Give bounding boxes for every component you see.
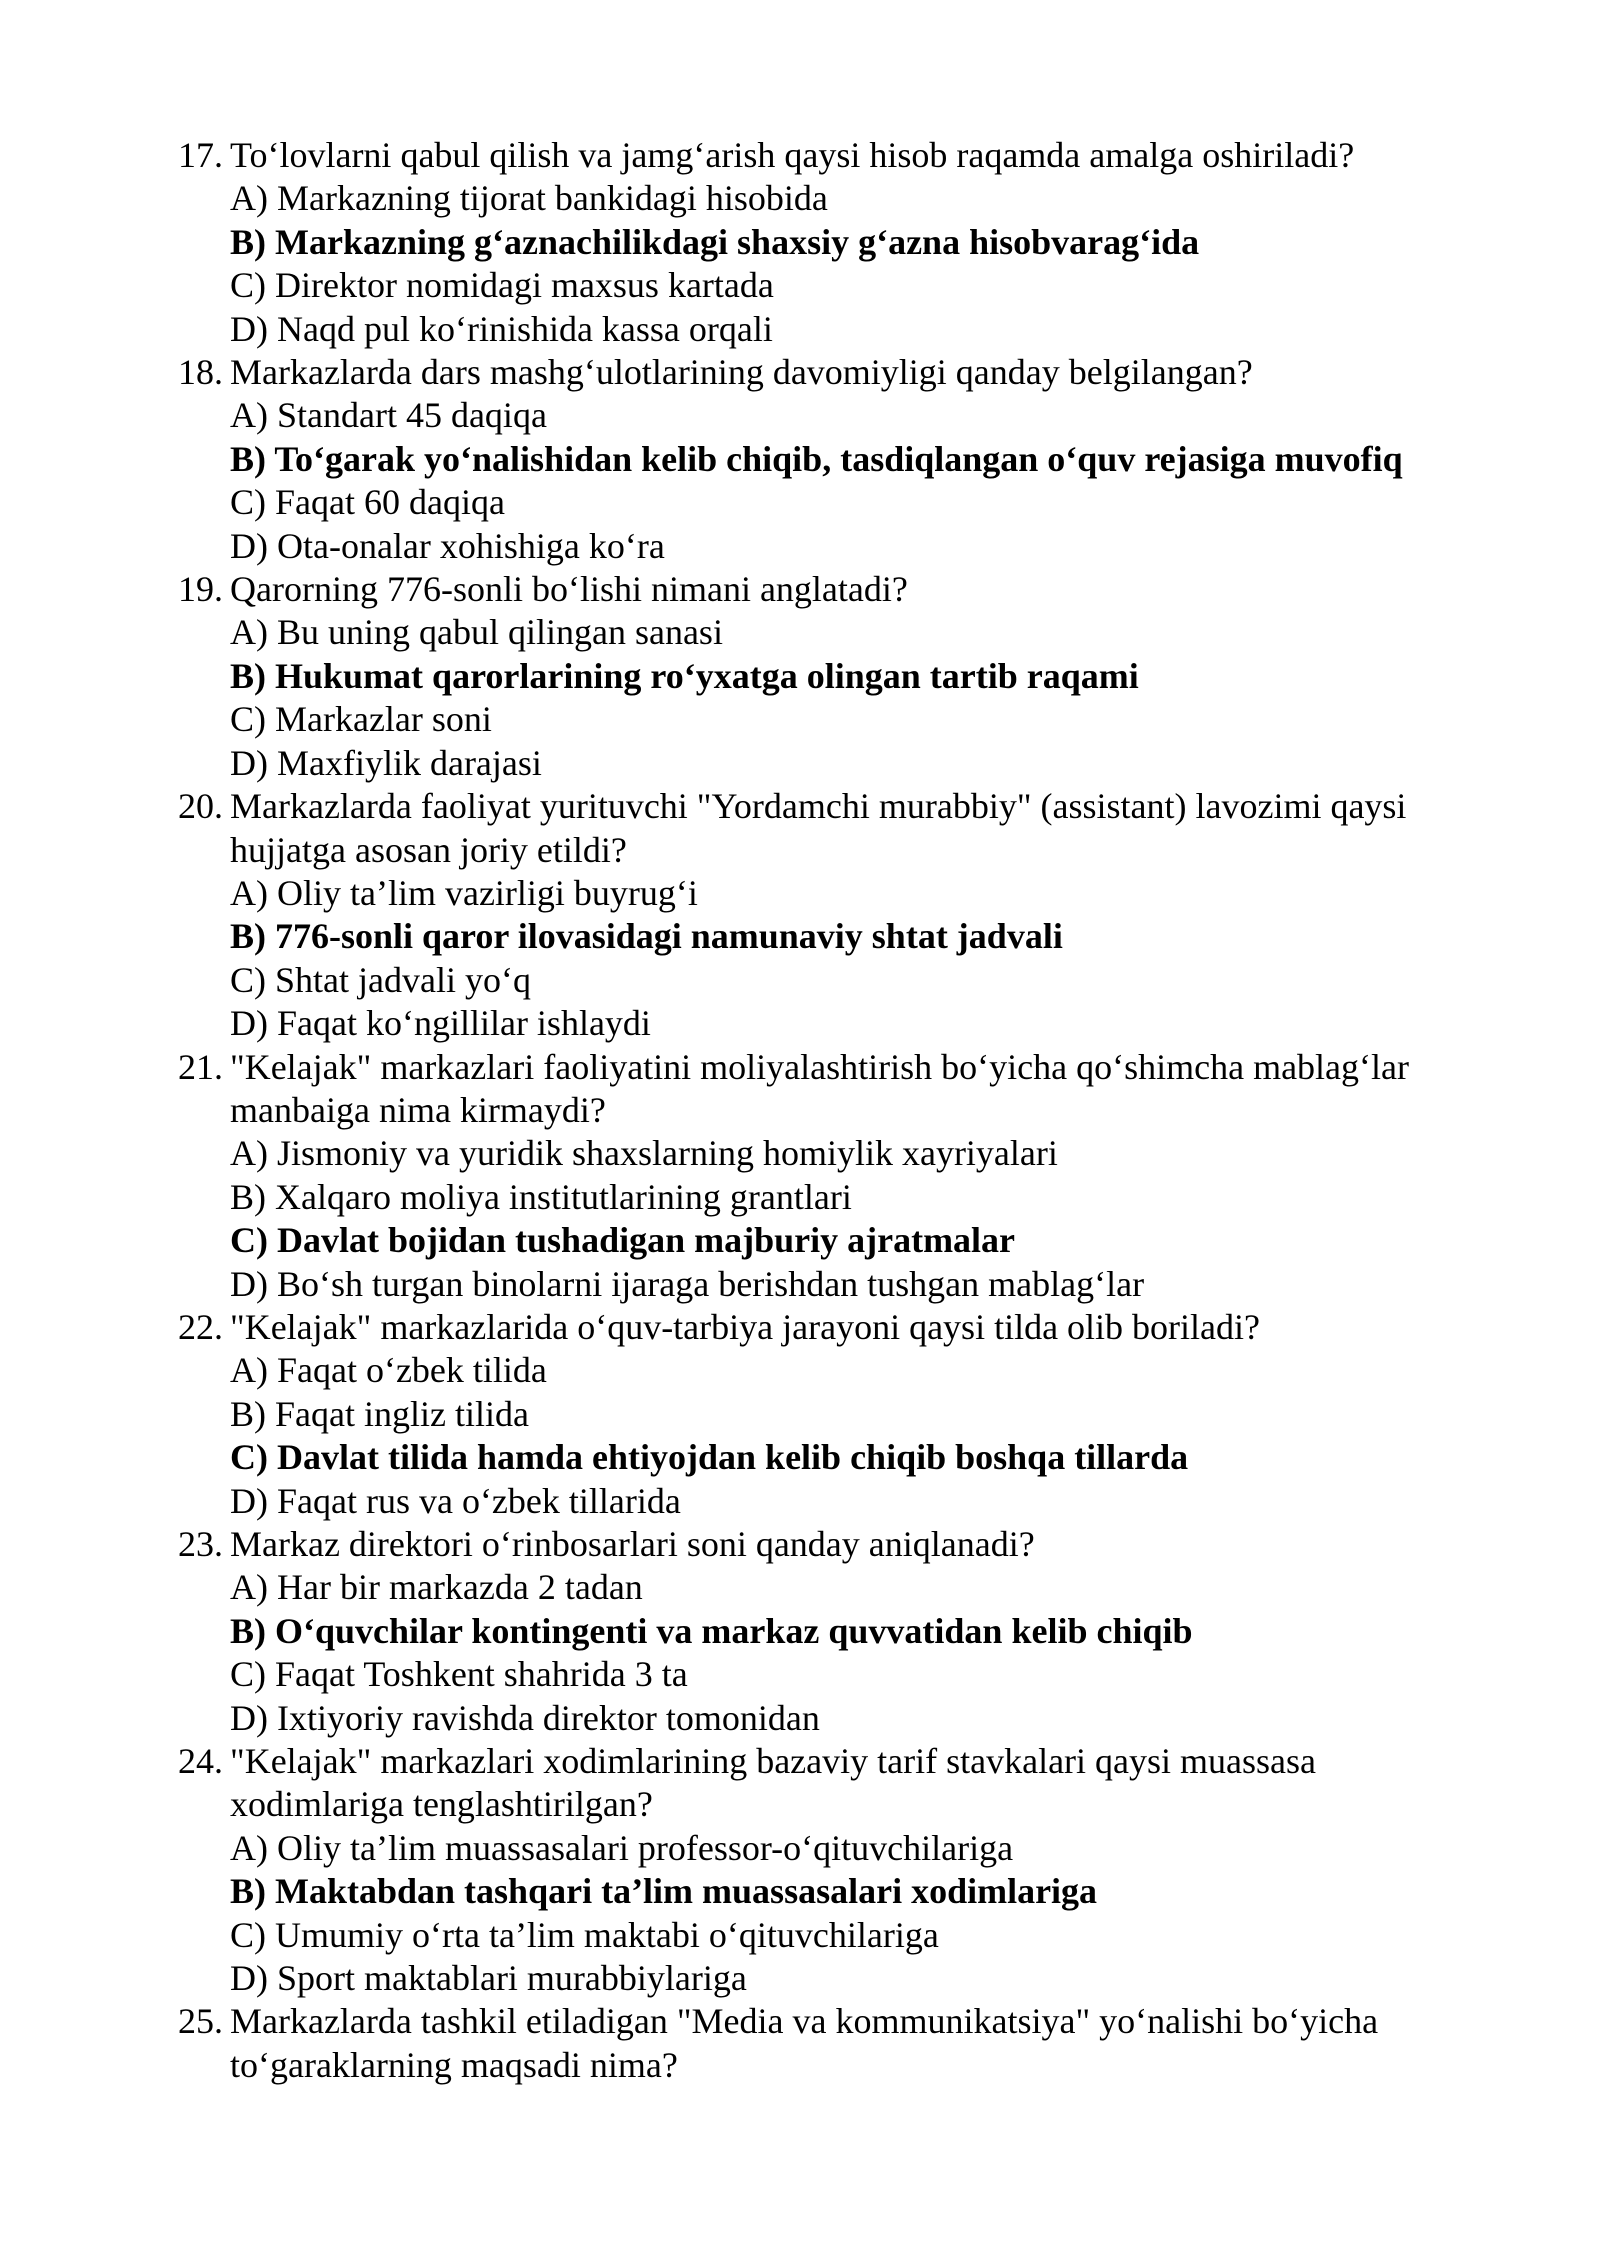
answer-option: D) Ota-onalar xohishiga ko‘ra [230,525,665,566]
question-header [178,351,1478,394]
question-text: Markazlarda tashkil etiladigan "Media va kommunikatsiya" yo‘nalishi bo‘yicha to‘garaklarning maqsadi nima? [230,2001,1379,2085]
question-block [178,1740,1478,2000]
answer-options [230,1566,1478,1740]
answer-option: C) Faqat 60 daqiqa [230,482,505,523]
answer-option: D) Ixtiyoriy ravishda direktor tomonidan [230,1697,820,1738]
question-number: 21. [178,1046,223,1087]
question-header [178,785,1478,872]
answer-option-correct: B) Hukumat qarorlarining ro‘yxatga olingan tartib raqami [230,655,1139,696]
question-number: 25. [178,2001,223,2042]
question-number: 20. [178,786,223,827]
answer-options [230,611,1478,785]
answer-option: D) Faqat ko‘ngillilar ishlaydi [230,1003,651,1044]
answer-option-correct: B) Markazning g‘aznachilikdagi shaxsiy g‘azna hisobvarag‘ida [230,221,1200,262]
question-header [178,1523,1478,1566]
answer-option: B) Faqat ingliz tilida [230,1393,529,1434]
question-header [178,2000,1478,2087]
question-block [178,1046,1478,1306]
answer-option: C) Markazlar soni [230,699,492,740]
answer-option-correct: B) O‘quvchilar kontingenti va markaz quvvatidan kelib chiqib [230,1610,1193,1651]
question-header [178,1046,1478,1133]
answer-option-correct: C) Davlat tilida hamda ehtiyojdan kelib chiqib boshqa tillarda [230,1437,1189,1478]
answer-option: A) Bu uning qabul qilingan sanasi [230,612,723,653]
answer-option: A) Jismoniy va yuridik shaxslarning homiylik xayriyalari [230,1133,1058,1174]
answer-option-correct: B) 776-sonli qaror ilovasidagi namunaviy shtat jadvali [230,916,1063,957]
answer-option-correct: C) Davlat bojidan tushadigan majburiy ajratmalar [230,1220,1016,1261]
answer-option: B) Xalqaro moliya institutlarining grantlari [230,1176,852,1217]
question-block [178,2000,1478,2087]
answer-option: A) Faqat o‘zbek tilida [230,1350,547,1391]
question-header [178,1306,1478,1349]
answer-option: A) Oliy ta’lim vazirligi buyrug‘i [230,872,698,913]
question-text: "Kelajak" markazlari faoliyatini moliyalashtirish bo‘yicha qo‘shimcha mablag‘lar manbaiga nima kirmaydi? [230,1046,1409,1130]
answer-options [230,872,1478,1046]
question-text: Qarorning 776-sonli bo‘lishi nimani anglatadi? [230,569,908,610]
question-number: 18. [178,352,223,393]
question-number: 22. [178,1306,223,1347]
answer-option: D) Faqat rus va o‘zbek tillarida [230,1480,681,1521]
question-block [178,134,1478,351]
question-block [178,1306,1478,1523]
question-text: To‘lovlarni qabul qilish va jamg‘arish qaysi hisob raqamda amalga oshiriladi? [230,135,1355,175]
answer-option: A) Standart 45 daqiqa [230,395,547,436]
answer-option: C) Umumiy o‘rta ta’lim maktabi o‘qituvchilariga [230,1914,939,1955]
question-text: "Kelajak" markazlari xodimlarining bazaviy tarif stavkalari qaysi muassasa xodimlariga tenglashtirilgan? [230,1741,1316,1825]
answer-option-correct: B) To‘garak yo‘nalishidan kelib chiqib, tasdiqlangan o‘quv rejasiga muvofiq [230,438,1403,479]
question-text: Markaz direktori o‘rinbosarlari soni qanday aniqlanadi? [230,1524,1035,1564]
answer-option: A) Markazning tijorat bankidagi hisobida [230,178,828,219]
question-block [178,568,1478,785]
answer-options [230,1349,1478,1523]
question-block [178,785,1478,1045]
answer-option: D) Sport maktablari murabbiylariga [230,1958,747,1999]
question-list [178,134,1478,2087]
answer-option: C) Shtat jadvali yo‘q [230,959,531,1000]
answer-option-correct: B) Maktabdan tashqari ta’lim muassasalari xodimlariga [230,1871,1098,1912]
question-number: 24. [178,1741,223,1782]
question-header [178,134,1478,177]
question-block [178,1523,1478,1740]
answer-option: D) Maxfiylik darajasi [230,742,542,783]
answer-option: C) Direktor nomidagi maxsus kartada [230,265,774,306]
question-header [178,568,1478,611]
answer-options [230,177,1478,351]
question-text: "Kelajak" markazlarida o‘quv-tarbiya jarayoni qaysi tilda olib boriladi? [230,1306,1261,1347]
question-number: 23. [178,1524,223,1564]
question-text: Markazlarda dars mashg‘ulotlarining davomiyligi qanday belgilangan? [230,352,1253,393]
question-number: 17. [178,135,223,175]
question-text: Markazlarda faoliyat yurituvchi "Yordamchi murabbiy" (assistant) lavozimi qaysi hujjatga asosan joriy etildi? [230,786,1407,870]
answer-options [230,394,1478,568]
answer-option: D) Bo‘sh turgan binolarni ijaraga berishdan tushgan mablag‘lar [230,1263,1145,1304]
question-header [178,1740,1478,1827]
question-number: 19. [178,569,223,610]
answer-options [230,1132,1478,1306]
answer-option: A) Oliy ta’lim muassasalari professor-o‘qituvchilariga [230,1827,1014,1868]
answer-option: A) Har bir markazda 2 tadan [230,1567,643,1608]
question-block [178,351,1478,568]
answer-option: C) Faqat Toshkent shahrida 3 ta [230,1654,688,1695]
answer-options [230,1827,1478,2001]
answer-option: D) Naqd pul ko‘rinishida kassa orqali [230,308,773,349]
